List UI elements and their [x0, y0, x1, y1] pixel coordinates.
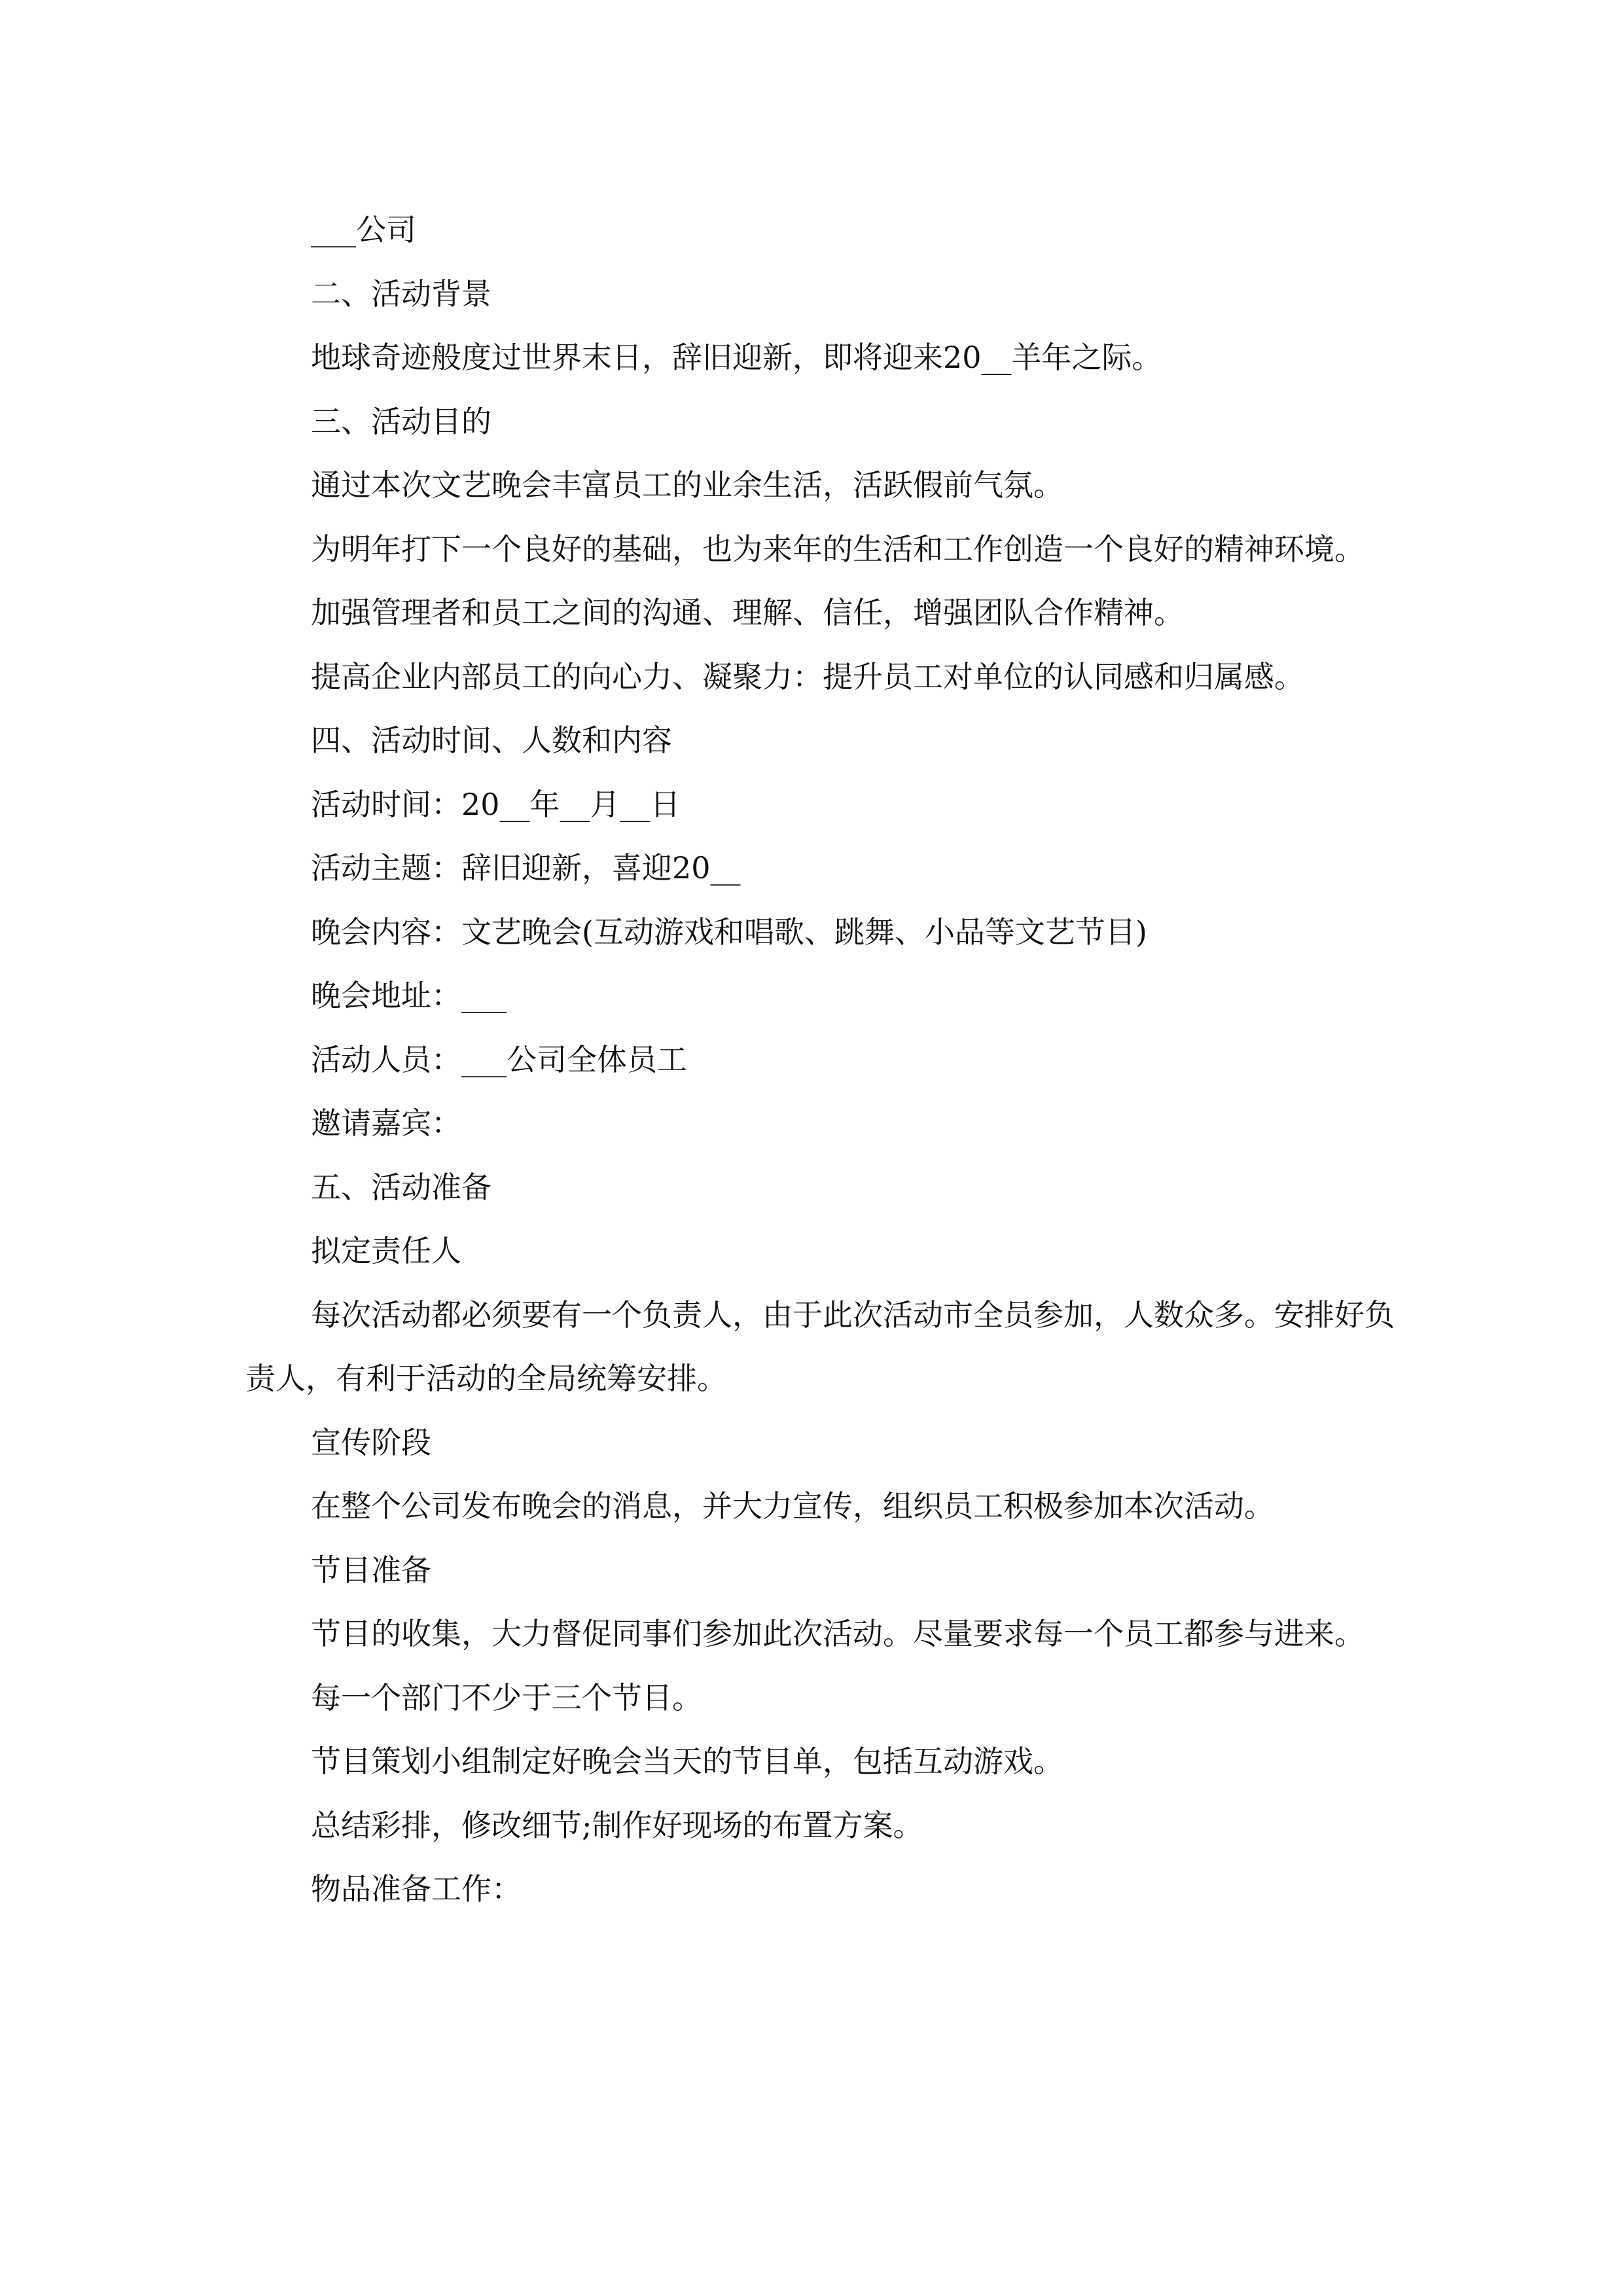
publicity-text: 在整个公司发布晚会的消息，并大力宣传，组织员工积极参加本次活动。 [311, 1488, 1274, 1524]
event-guests: 邀请嘉宾： [311, 1105, 461, 1141]
responsible-person-text: 每次活动都必须要有一个负责人，由于此次活动市全员参加，人数众多。安排好负责人，有利于活动的全局统筹安排。 [245, 1297, 1395, 1396]
document-body [245, 198, 1397, 1922]
supplies-heading: 物品准备工作： [311, 1871, 522, 1907]
purpose-item-4: 提高企业内部员工的向心力、凝聚力：提升员工对单位的认同感和归属感。 [311, 658, 1304, 694]
purpose-item-1: 通过本次文艺晚会丰富员工的业余生活，活跃假前气氛。 [311, 467, 1063, 503]
program-collection-text: 节目的收集，大力督促同事们参加此次活动。尽量要求每一个员工都参与进来。 [311, 1616, 1364, 1651]
section-heading-purpose: 三、活动目的 [311, 403, 491, 439]
event-participants: 活动人员：___公司全体员工 [311, 1041, 687, 1077]
program-quota-text: 每一个部门不少于三个节目。 [311, 1679, 702, 1715]
subheading-publicity: 宣传阶段 [311, 1424, 431, 1460]
event-theme: 活动主题：辞旧迎新，喜迎20__ [311, 850, 741, 886]
section-heading-time-content: 四、活动时间、人数和内容 [311, 723, 672, 758]
company-line: ___公司 [311, 212, 416, 247]
section-heading-preparation: 五、活动准备 [311, 1169, 491, 1205]
program-list-text: 节目策划小组制定好晚会当天的节目单，包括互动游戏。 [311, 1744, 1063, 1779]
purpose-item-2: 为明年打下一个良好的基础，也为来年的生活和工作创造一个良好的精神环境。 [311, 531, 1364, 567]
event-address: 晚会地址：___ [311, 978, 507, 1013]
rehearsal-text: 总结彩排，修改细节;制作好现场的布置方案。 [311, 1807, 923, 1843]
event-time: 活动时间：20__年__月__日 [311, 786, 681, 822]
subheading-responsible-person: 拟定责任人 [311, 1233, 461, 1268]
subheading-program-prep: 节目准备 [311, 1552, 431, 1588]
background-text: 地球奇迹般度过世界末日，辞旧迎新，即将迎来20__羊年之际。 [311, 340, 1162, 375]
purpose-item-3: 加强管理者和员工之间的沟通、理解、信任，增强团队合作精神。 [311, 595, 1184, 630]
section-heading-background: 二、活动背景 [311, 276, 491, 312]
event-content: 晚会内容：文艺晚会(互动游戏和唱歌、跳舞、小品等文艺节目) [311, 914, 1147, 950]
